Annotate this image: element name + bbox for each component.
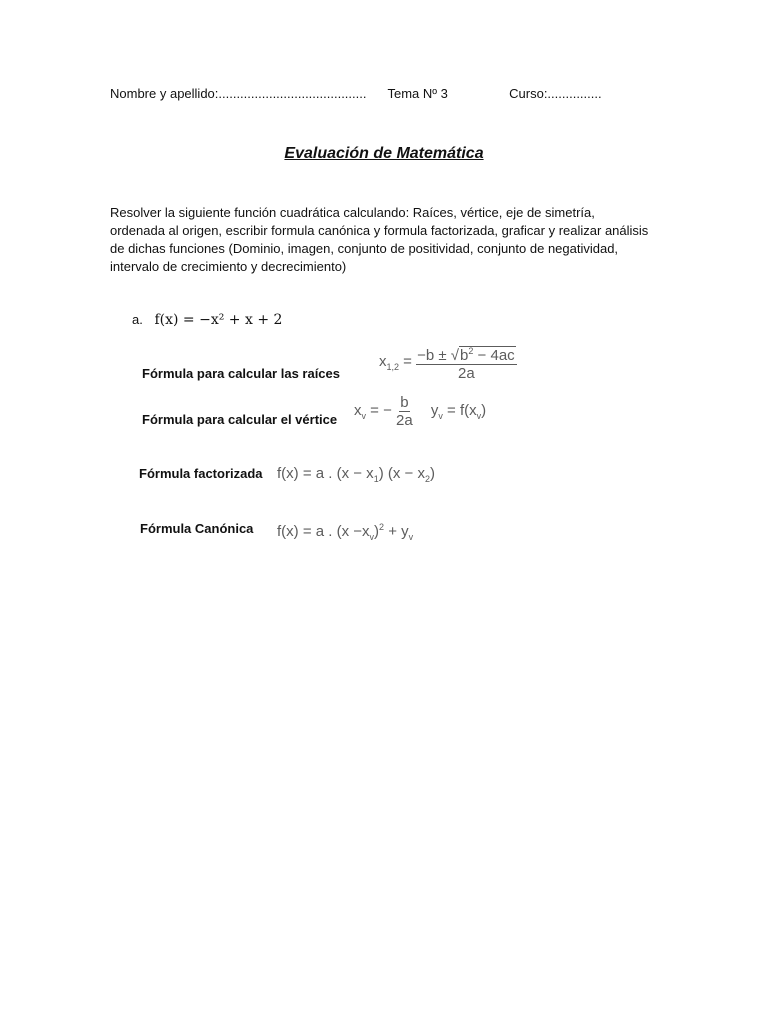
vertex-formula-image: $x_v$ = − $\frac{b}{2a}$ $y_v = f(x_v)$	[354, 394, 487, 429]
exercise-a	[132, 312, 282, 328]
name-field-label: Nombre y apellido:.........................................	[110, 86, 367, 101]
exercise-marker: a.	[132, 312, 143, 327]
vertex-formula-label: Fórmula para calcular el vértice	[142, 412, 338, 427]
course-field-label: Curso:...............	[509, 86, 602, 101]
roots-formula-label: Fórmula para calcular las raíces	[142, 366, 340, 381]
page-title: Evaluación de Matemática	[284, 145, 484, 162]
roots-formula-image: $x_{1,2}$ = $\frac{-b \pm √b^2 - 4ac}{2a}$	[379, 343, 517, 382]
topic-label: Tema Nº 3	[387, 86, 448, 101]
student-header	[110, 86, 602, 101]
factored-formula-image: f(x) = a . $(x - x_1)$ $(x - x_2)$	[277, 465, 435, 484]
instructions-paragraph: Resolver la siguiente función cuadrática calculando: Raíces, vértice, eje de simetría, ordenada al origen, escribir formula canónica y formula factorizada, graficar y realizar análisis de dichas funciones (Dominio, imagen, conjunto de positividad, conjunto de negatividad, intervalo de crecimiento y decrecimiento)	[110, 205, 649, 274]
exercise-function: f(x) = −x² + x + 2	[154, 312, 283, 328]
canonical-formula-image: f(x) = a . $(x -x_v)^2 + y_v$	[277, 522, 414, 542]
factored-formula-label: Fórmula factorizada	[139, 466, 263, 481]
canonical-formula-label: Fórmula Canónica	[140, 521, 254, 536]
